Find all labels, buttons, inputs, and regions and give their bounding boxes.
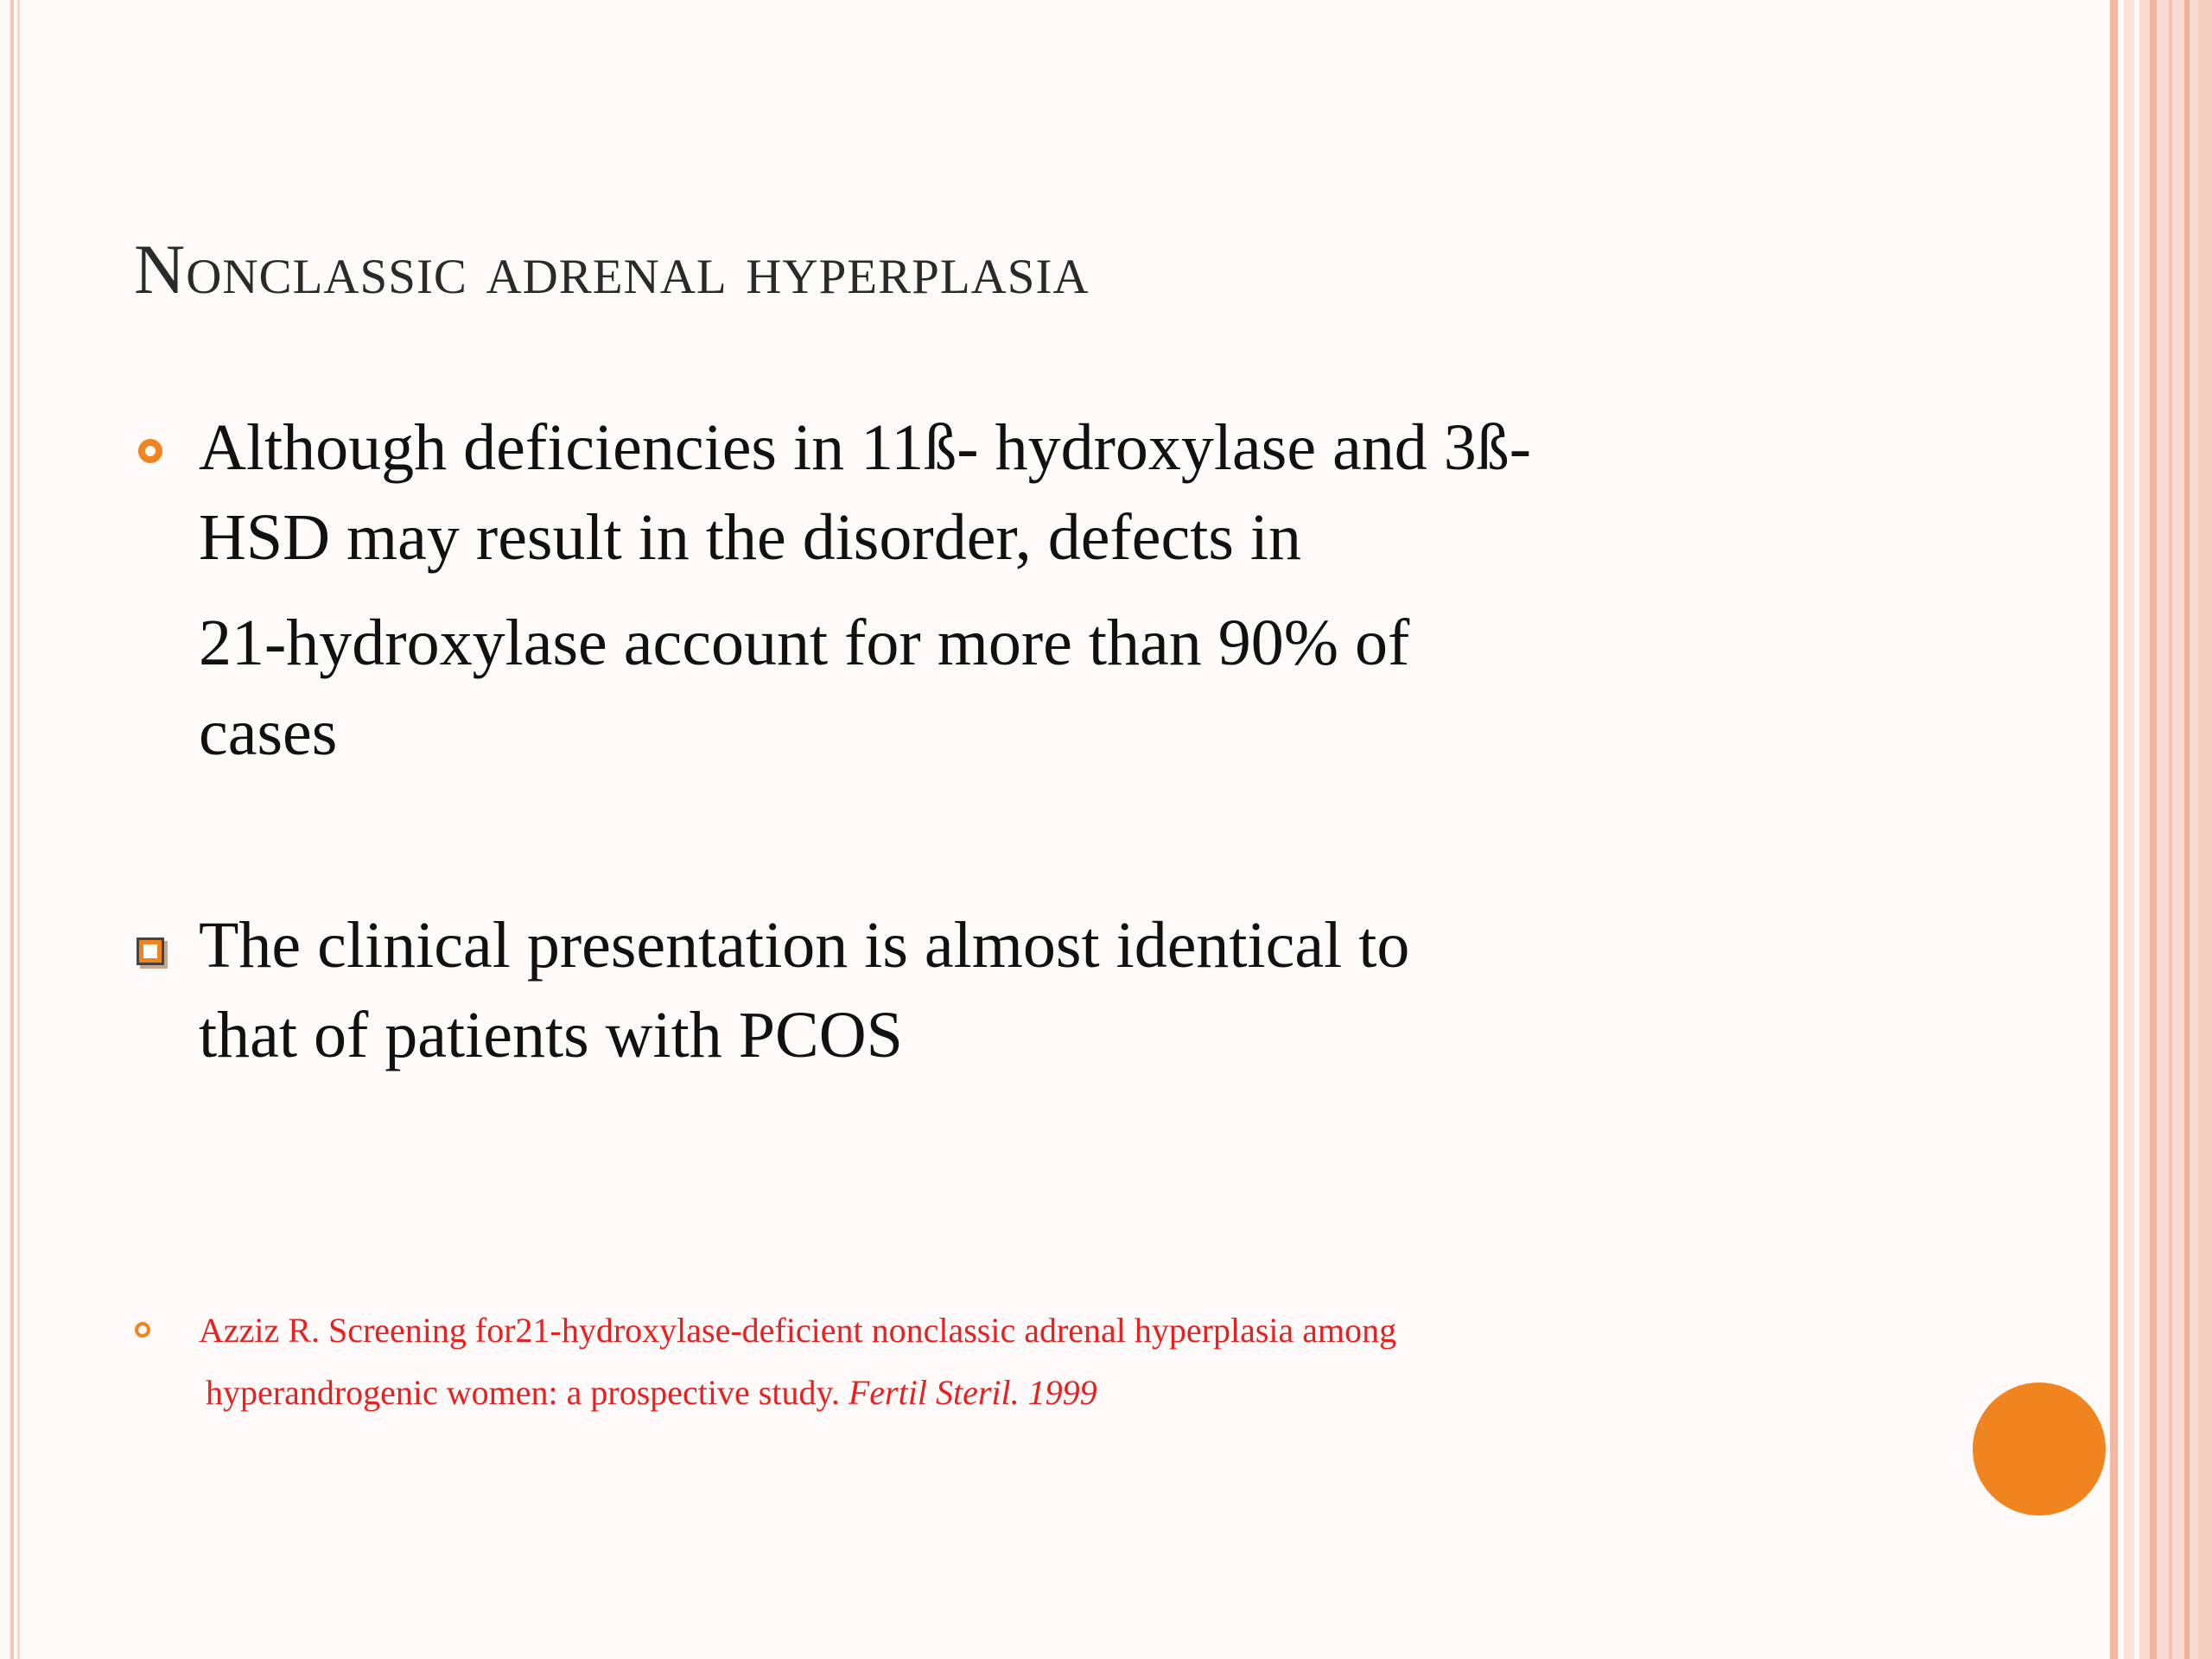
right-border-stripe-4 [2169, 0, 2172, 1659]
right-border-stripe-6 [2198, 0, 2212, 1659]
bullet-1-line-1: Although deficiencies in 11ß- hydroxylase and 3ß- [199, 411, 1532, 484]
square-checkbox-bullet-icon [137, 938, 164, 965]
right-border-stripe-1 [2110, 0, 2118, 1659]
orange-circle-decoration [1973, 1382, 2106, 1516]
reference-line-2 [206, 1367, 1097, 1419]
left-border-stripe [10, 0, 14, 1659]
reference-citation-text: hyperandrogenic women: a prospective study. [206, 1373, 849, 1412]
reference-line-1: Azziz R. Screening for21-hydroxylase-deficient nonclassic adrenal hyperplasia among [199, 1311, 1397, 1350]
slide-title: Nonclassic adrenal hyperplasia [134, 230, 1090, 308]
bullet-1-line-2: HSD may result in the disorder, defects in [199, 501, 1302, 574]
bullet-1-line-4: cases [199, 696, 338, 769]
right-border-stripe-3 [2150, 0, 2157, 1659]
ring-bullet-icon [138, 439, 162, 463]
bullet-1-line-3: 21-hydroxylase account for more than 90% of [199, 607, 1410, 679]
left-border-stripe-inner [17, 0, 20, 1659]
bullet-2-line-1: The clinical presentation is almost identical to [199, 909, 1410, 982]
reference-journal: Fertil Steril. 1999 [848, 1373, 1097, 1412]
reference-ring-bullet-icon [135, 1322, 150, 1338]
right-border-stripe-2 [2124, 0, 2134, 1659]
right-border-stripe-5 [2184, 0, 2190, 1659]
bullet-2-line-2: that of patients with PCOS [199, 999, 903, 1071]
